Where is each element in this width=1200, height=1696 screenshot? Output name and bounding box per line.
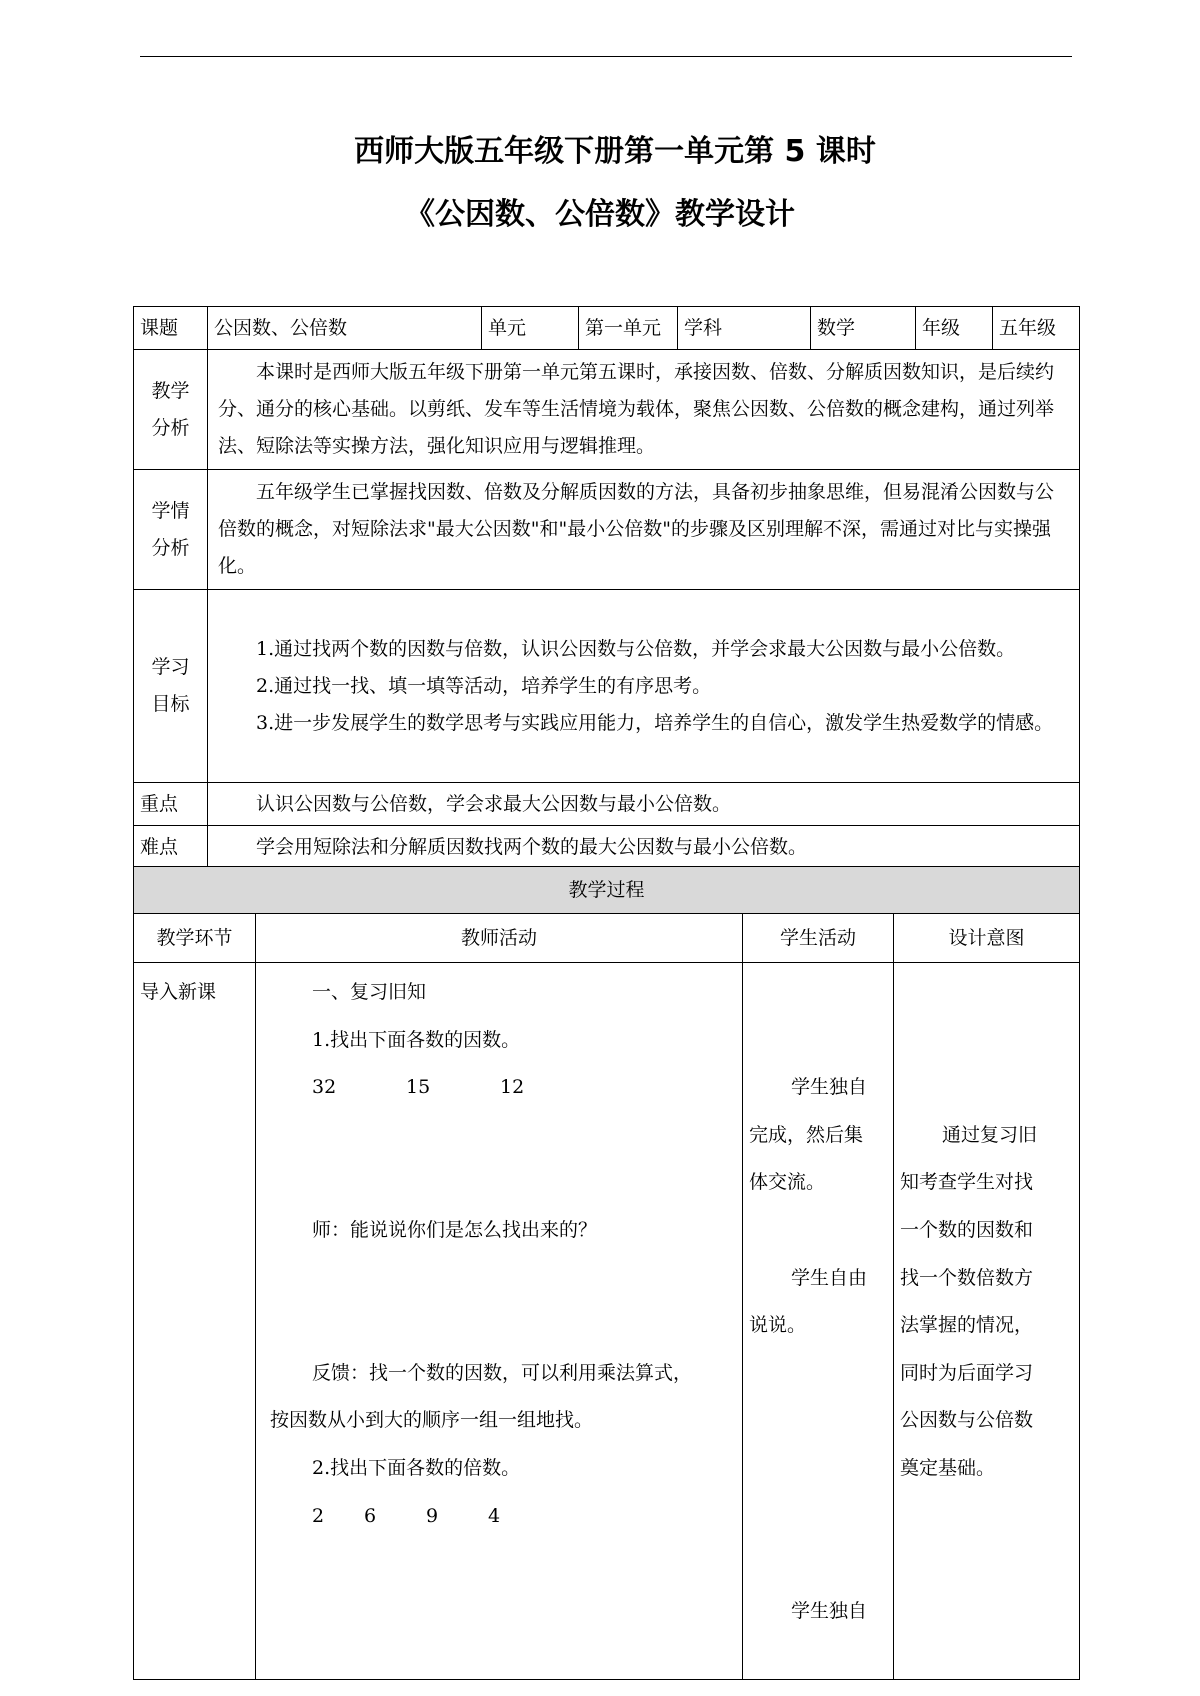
student-analysis-text: 五年级学生已掌握找因数、倍数及分解质因数的方法，具备初步抽象思维，但易混淆公因数与公倍数的概念，对短除法求"最大公因数"和"最小公倍数"的步骤及区别理解不深，需通过对比与实操强化。 <box>218 481 1055 577</box>
analysis-text-cell <box>208 350 1080 470</box>
key-label: 重点 <box>134 783 208 826</box>
lesson-info-table <box>133 306 1080 869</box>
unit-label: 单元 <box>482 307 579 350</box>
subject-label: 学科 <box>678 307 811 350</box>
student-analysis-cell <box>208 470 1080 590</box>
process-header-row <box>134 914 1080 963</box>
grade-label: 年级 <box>916 307 993 350</box>
student-analysis-label: 学情 分析 <box>134 470 208 590</box>
goals-cell <box>208 590 1080 783</box>
topic-value: 公因数、公倍数 <box>208 307 482 350</box>
question-1-numbers: 32 15 12 <box>312 1076 525 1099</box>
student-analysis-row <box>134 470 1080 590</box>
goals-row <box>134 590 1080 783</box>
key-cell <box>208 783 1080 826</box>
intent-line: 找一个数倍数方 <box>900 1266 1034 1289</box>
goal-item: 2.通过找一找、填一填等活动，培养学生的有序思考。 <box>256 674 712 697</box>
difficulty-label: 难点 <box>134 826 208 869</box>
intent-line: 奠定基础。 <box>900 1456 996 1479</box>
col-teacher: 教师活动 <box>256 914 743 963</box>
feedback-line-2: 按因数从小到大的顺序一组一组地找。 <box>270 1409 594 1432</box>
analysis-row <box>134 350 1080 470</box>
teaching-process-table <box>133 866 1080 1680</box>
goal-item: 3.进一步发展学生的数学思考与实践应用能力，培养学生的自信心，激发学生热爱数学的情感。 <box>256 711 1054 734</box>
teacher-activity-cell <box>256 963 743 1680</box>
stage-cell <box>134 963 256 1680</box>
document-subtitle: 《公因数、公倍数》教学设计 <box>405 197 795 232</box>
intent-line: 通过复习旧 <box>942 1123 1038 1146</box>
header-rule <box>140 56 1072 57</box>
question-1: 1.找出下面各数的因数。 <box>312 1028 521 1051</box>
stage-name: 导入新课 <box>140 981 217 1003</box>
student-activity-cell <box>743 963 894 1680</box>
analysis-label: 教学 分析 <box>134 350 208 470</box>
design-intent-cell <box>894 963 1080 1680</box>
student-activity-line: 学生独自 <box>791 1076 868 1099</box>
key-text: 认识公因数与公倍数，学会求最大公因数与最小公倍数。 <box>256 793 732 815</box>
topic-label: 课题 <box>134 307 208 350</box>
difficulty-text: 学会用短除法和分解质因数找两个数的最大公因数与最小公倍数。 <box>256 836 808 858</box>
key-row <box>134 783 1080 826</box>
col-stage: 教学环节 <box>134 914 256 963</box>
difficulty-row <box>134 826 1080 869</box>
student-activity-line: 说说。 <box>749 1314 807 1337</box>
student-activity-line: 学生独自 <box>791 1599 868 1622</box>
intent-line: 公因数与公倍数 <box>900 1409 1034 1432</box>
question-2-numbers: 2 6 9 4 <box>312 1504 501 1527</box>
unit-value: 第一单元 <box>579 307 678 350</box>
col-student: 学生活动 <box>743 914 894 963</box>
difficulty-cell <box>208 826 1080 869</box>
subject-value: 数学 <box>811 307 916 350</box>
section-title: 教学过程 <box>134 867 1080 914</box>
teacher-question: 师：能说说你们是怎么找出来的？ <box>312 1218 598 1241</box>
goal-item: 1.通过找两个数的因数与倍数，认识公因数与公倍数，并学会求最大公因数与最小公倍数。 <box>256 637 1016 660</box>
feedback-line-1: 反馈：找一个数的因数，可以利用乘法算式， <box>312 1361 693 1384</box>
review-heading: 一、复习旧知 <box>312 981 427 1003</box>
intent-line: 同时为后面学习 <box>900 1361 1034 1384</box>
intent-line: 知考查学生对找 <box>900 1171 1034 1194</box>
grade-value: 五年级 <box>993 307 1080 350</box>
analysis-text: 本课时是西师大版五年级下册第一单元第五课时，承接因数、倍数、分解质因数知识，是后续约分、通分的核心基础。以剪纸、发车等生活情境为载体，聚焦公因数、公倍数的概念建构，通过列举法、短除法等实操方法，强化知识应用与逻辑推理。 <box>218 361 1055 457</box>
col-intent: 设计意图 <box>894 914 1080 963</box>
student-activity-line: 完成，然后集 <box>749 1123 864 1146</box>
process-row <box>134 963 1080 1680</box>
student-activity-line: 体交流。 <box>749 1171 826 1194</box>
document-title: 西师大版五年级下册第一单元第 5 课时 <box>354 134 876 169</box>
goals-label: 学习 目标 <box>134 590 208 783</box>
intent-line: 法掌握的情况， <box>900 1314 1034 1337</box>
intent-line: 一个数的因数和 <box>900 1218 1034 1241</box>
student-activity-line: 学生自由 <box>791 1266 868 1289</box>
topic-row <box>134 307 1080 350</box>
question-2: 2.找出下面各数的倍数。 <box>312 1456 521 1479</box>
